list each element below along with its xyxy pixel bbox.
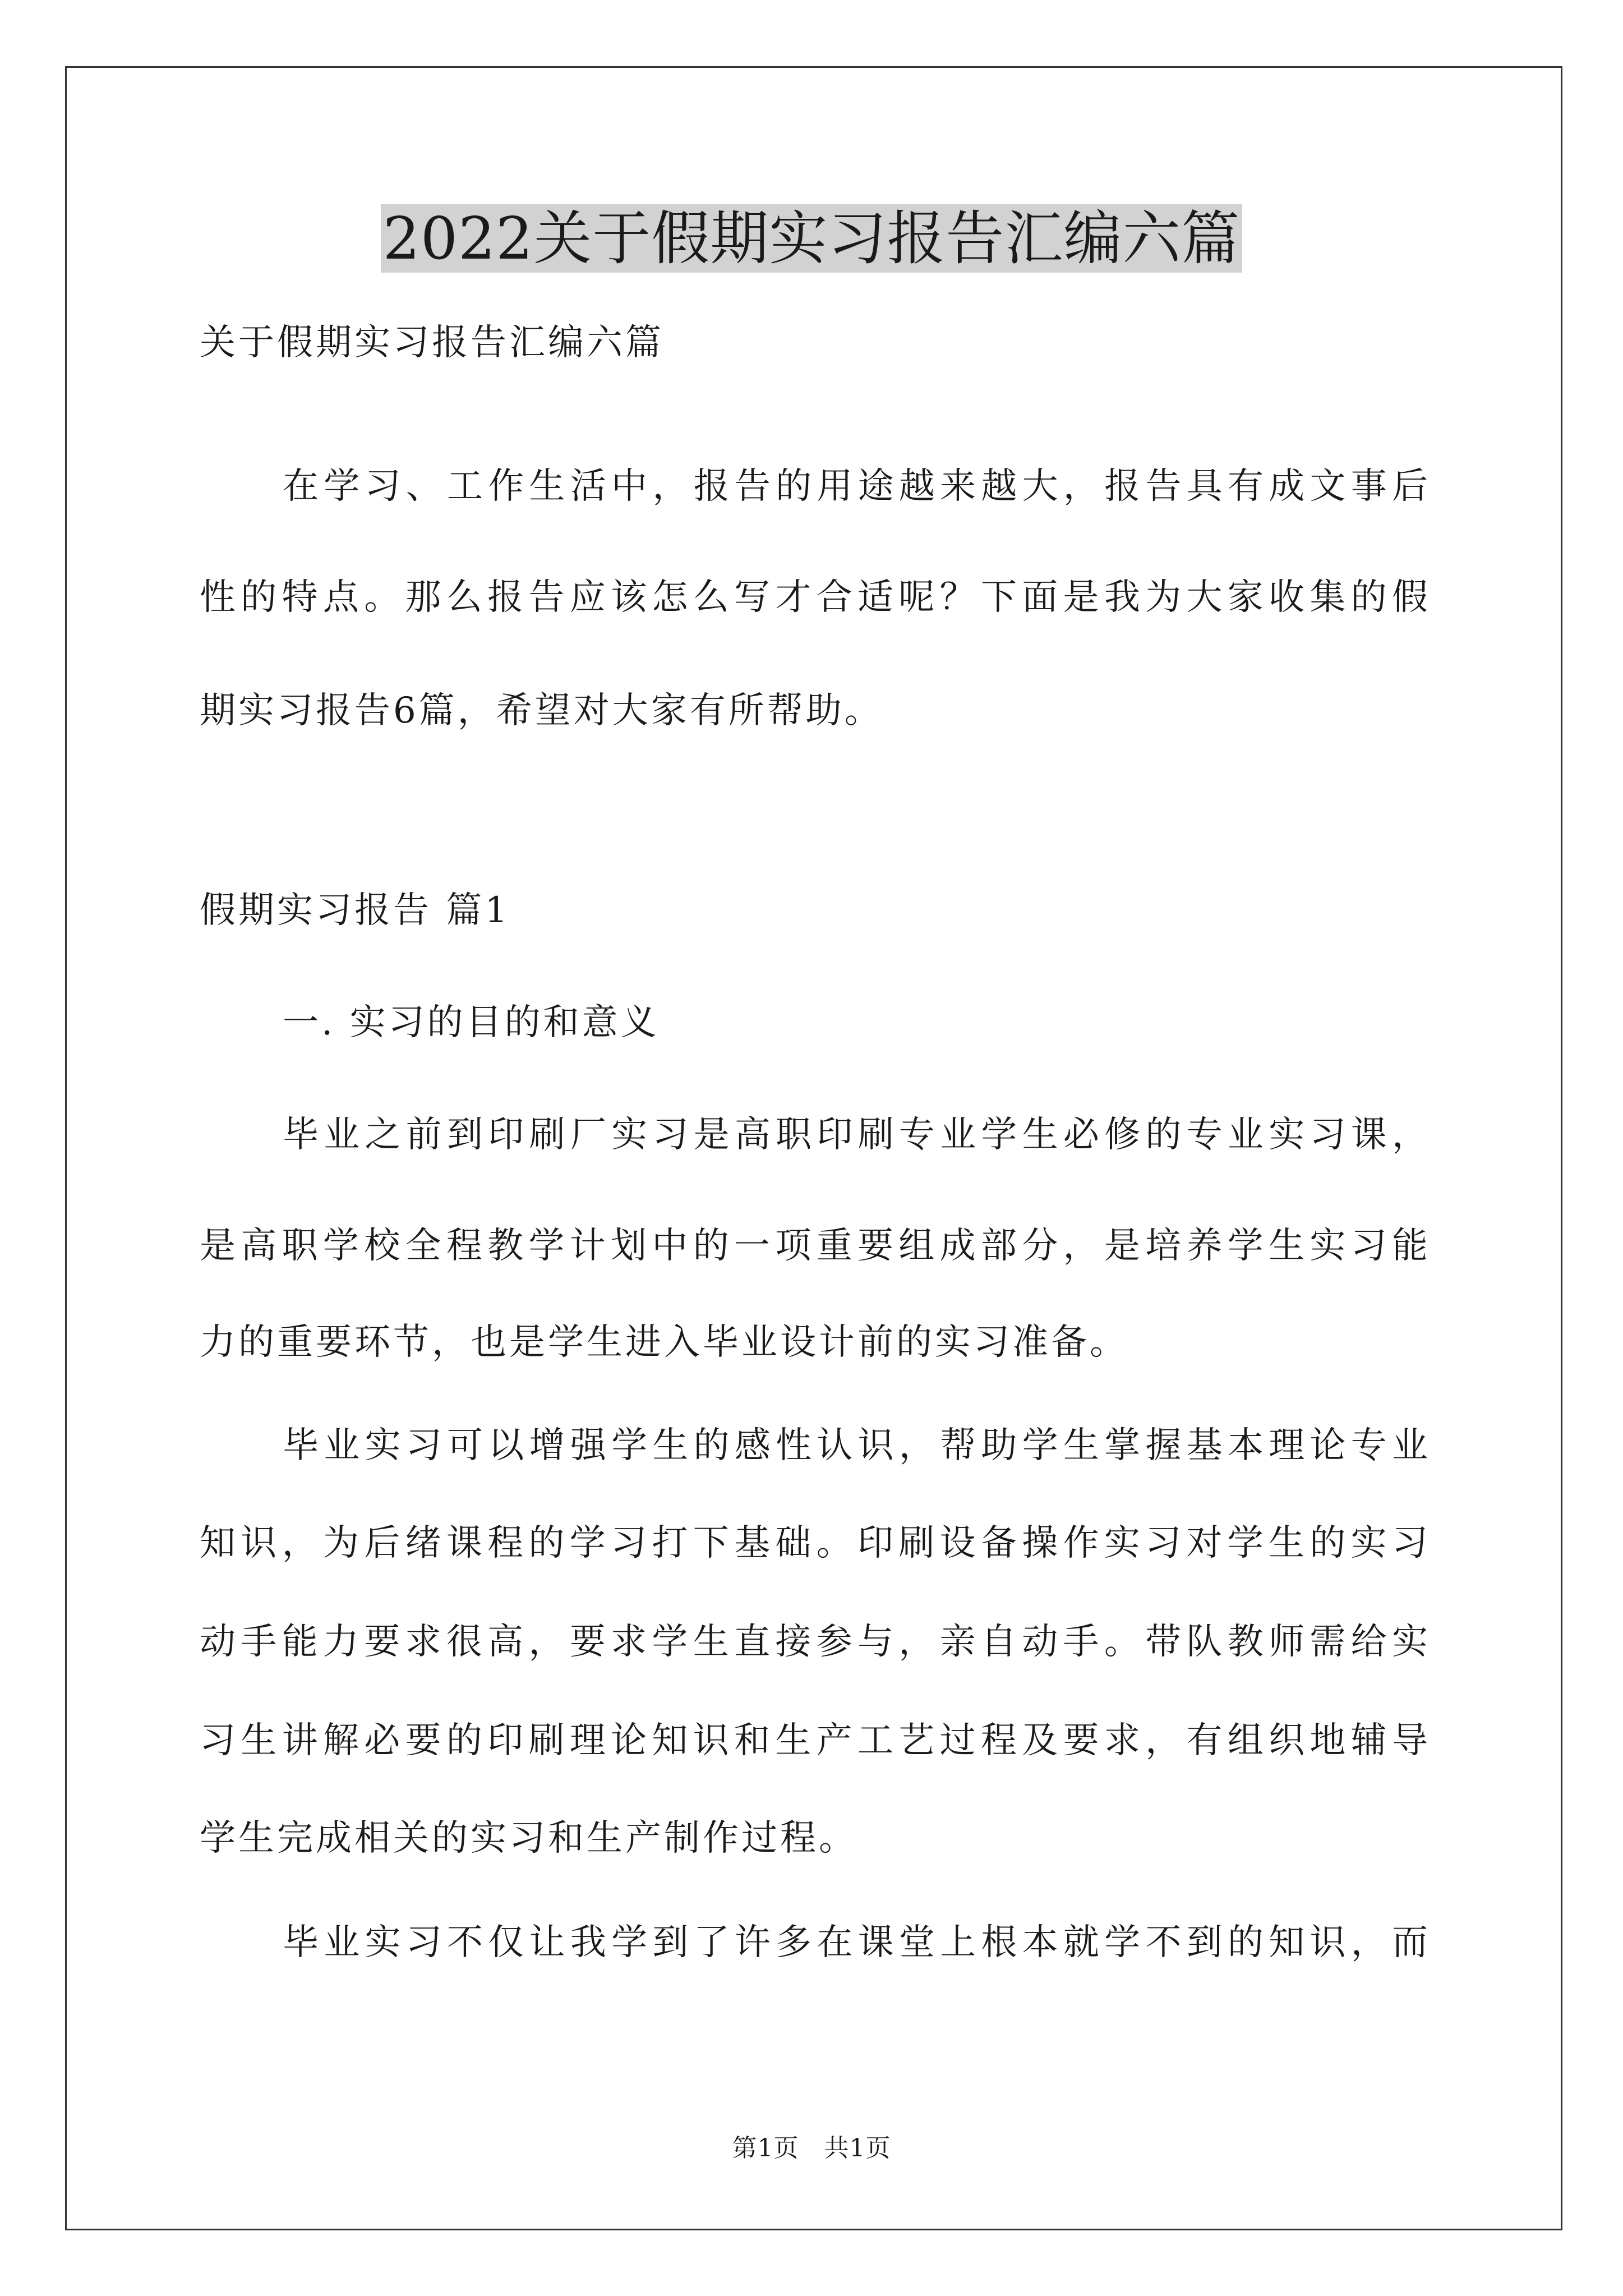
para2-line-3: 动手能力要求很高，要求学生直接参与，亲自动手。带队教师需给实 (200, 1621, 1428, 1663)
document-title: 2022关于假期实习报告汇编六篇 (0, 196, 1623, 280)
para3-line-1: 毕业实习不仅让我学到了许多在课堂上根本就学不到的知识，而 (283, 1922, 1428, 1963)
subheading: 一. 实习的目的和意义 (283, 1002, 660, 1043)
para2-line-1: 毕业实习可以增强学生的感性认识，帮助学生掌握基本理论专业 (283, 1425, 1428, 1466)
para2-line-2: 知识，为后绪课程的学习打下基础。印刷设备操作实习对学生的实习 (200, 1522, 1428, 1564)
section-heading: 假期实习报告 篇1 (200, 890, 511, 931)
para1-line-2: 是高职学校全程教学计划中的一项重要组成部分，是培养学生实习能 (200, 1225, 1428, 1267)
para1-line-3: 力的重要环节，也是学生进入毕业设计前的实习准备。 (200, 1322, 1128, 1363)
para2-line-4: 习生讲解必要的印刷理论知识和生产工艺过程及要求，有组织地辅导 (200, 1720, 1428, 1761)
page-footer: 第1页 共1页 (732, 2134, 891, 2162)
para2-line-5: 学生完成相关的实习和生产制作过程。 (200, 1818, 857, 1859)
intro-line-1: 在学习、工作生活中，报告的用途越来越大，报告具有成文事后 (283, 466, 1428, 507)
document-subtitle: 关于假期实习报告汇编六篇 (200, 322, 664, 364)
intro-line-2: 性的特点。那么报告应该怎么写才合适呢？下面是我为大家收集的假 (200, 577, 1428, 618)
para1-line-1: 毕业之前到印刷厂实习是高职印刷专业学生必修的专业实习课， (283, 1114, 1428, 1156)
intro-line-3: 期实习报告6篇，希望对大家有所帮助。 (200, 690, 883, 731)
